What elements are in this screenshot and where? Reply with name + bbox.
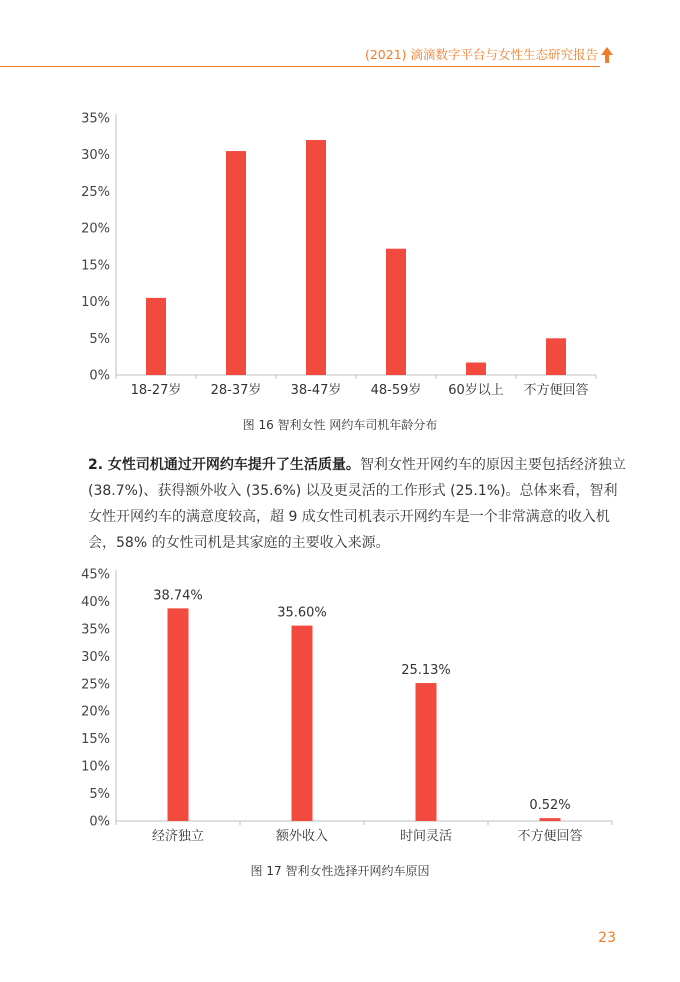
y-tick-label: 30% [81,649,110,665]
y-tick-label: 35% [81,111,110,127]
data-label: 38.74% [153,588,203,604]
y-tick-label: 40% [81,594,110,610]
arrow-up-icon [600,46,614,64]
x-tick-label: 28-37岁 [210,383,262,398]
page-number: 23 [598,930,616,946]
bar [416,683,437,821]
header-rule [0,66,600,67]
paragraph-heading: 2. 女性司机通过开网约车提升了生活质量。 [88,457,360,473]
data-label: 0.52% [529,798,571,814]
bar [292,626,313,821]
y-tick-label: 5% [89,787,110,803]
y-tick-label: 10% [81,295,110,311]
x-tick-label: 不方便回答 [517,829,583,844]
bar [168,608,189,821]
y-tick-label: 25% [81,184,110,200]
bar [540,818,561,821]
bar [466,363,486,375]
x-tick-label: 额外收入 [275,829,329,844]
y-tick-label: 20% [81,221,110,237]
y-tick-label: 0% [89,814,110,830]
y-tick-label: 5% [89,331,110,347]
y-tick-label: 25% [81,677,110,693]
y-tick-label: 0% [89,368,110,384]
x-tick-label: 60岁以上 [448,383,504,398]
paragraph-text: 智利女性开网约车的原因主要包括经济独立 (38.7%)、获得额外收入 (35.6%) 以及更灵活的工作形式 (25.1%)。总体来看，智利女性开网约车的满意度较高，超 9 成女性司机表示开网约车是一个非常满意的收入机会，58% 的女性司机是其家庭的主要收入来源。 [88,457,626,551]
reasons-chart [0,560,680,850]
bar [386,249,406,375]
page-header [0,40,680,68]
data-label: 25.13% [401,663,451,679]
report-title: (2021) 滴滴数字平台与女性生态研究报告 [364,47,598,62]
x-tick-label: 18-27岁 [130,383,182,398]
figure-17-caption: 图 17 智利女性选择开网约车原因 [250,864,430,878]
bar [146,298,166,375]
x-tick-label: 48-59岁 [370,383,422,398]
y-tick-label: 35% [81,622,110,638]
x-tick-label: 时间灵活 [399,829,453,844]
x-tick-label: 38-47岁 [290,383,342,398]
figure-16-caption: 图 16 智利女性 网约车司机年龄分布 [242,418,438,432]
y-tick-label: 15% [81,258,110,274]
bar [306,140,326,375]
y-tick-label: 20% [81,704,110,720]
bar [226,151,246,375]
data-label: 35.60% [277,605,327,621]
age-distribution-chart [0,100,680,410]
y-tick-label: 45% [81,567,110,583]
x-tick-label: 不方便回答 [523,383,589,398]
y-tick-label: 15% [81,732,110,748]
body-paragraph [88,452,628,556]
x-tick-label: 经济独立 [151,829,205,844]
y-tick-label: 10% [81,759,110,775]
y-tick-label: 30% [81,148,110,164]
bar [546,338,566,375]
